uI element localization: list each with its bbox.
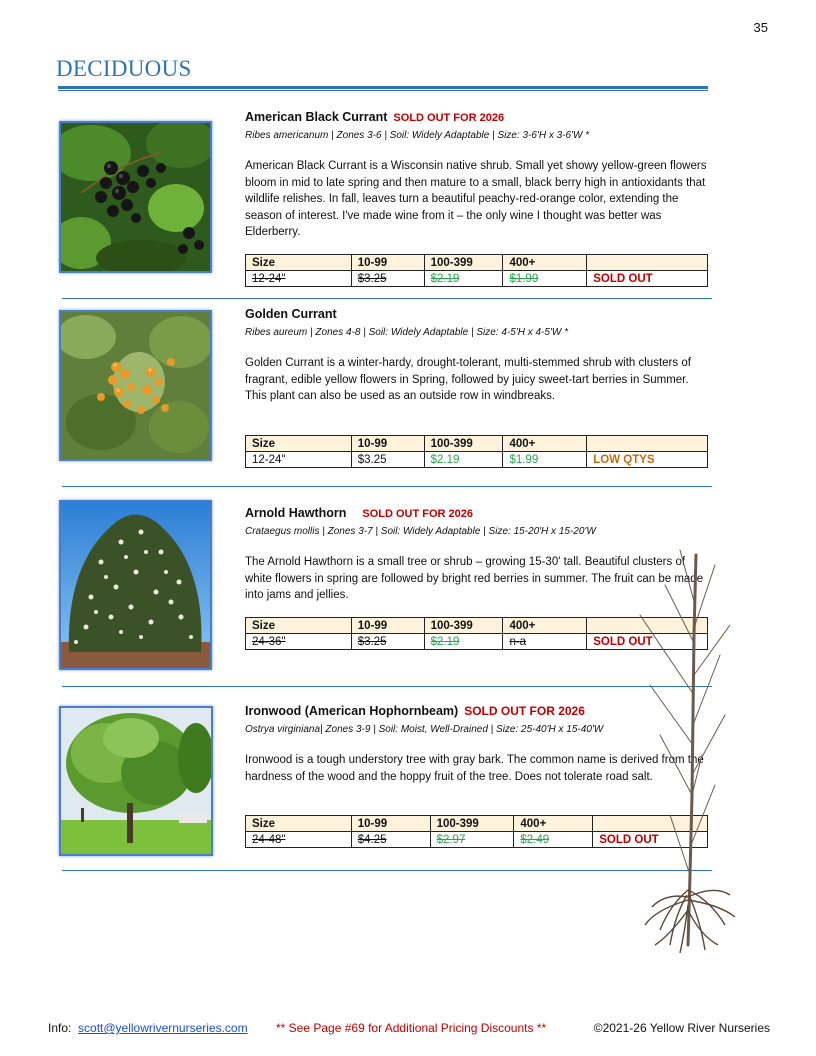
cell-size: 24-48" [246,832,352,848]
product-description: American Black Currant is a Wisconsin native shrub. Small yet showy yellow-green flowers bloom in mid to late spring and then mature to a small, black berry high in antioxidants that wildlife relishes. In fall, leaves turn a beautiful peachy-red-orange color, extending the season of interest. I've made wine from it – the only wine I thought was better was Elderberry. [245,160,707,238]
product-golden-currant [245,306,710,405]
header-400-plus: 400+ [503,436,587,452]
footer-info-label: Info: [48,1021,72,1035]
section-rule-thin [58,90,708,91]
header-size: Size [246,618,352,634]
email-link[interactable]: scott@yellowrivernurseries.com [78,1021,248,1035]
header-10-99: 10-99 [351,816,430,832]
header-status [587,436,708,452]
separator [62,486,712,487]
header-100-399: 100-399 [424,436,503,452]
cell-price-100-399: $2.19 [424,452,503,468]
header-size: Size [246,255,352,271]
cell-size: 24-36" [246,634,352,650]
header-400-plus: 400+ [514,816,593,832]
cell-size: 12-24" [246,271,352,287]
price-table [245,254,708,287]
header-10-99: 10-99 [351,436,424,452]
product-american-black-currant [245,109,710,241]
cell-price-400-plus: n-a [503,634,587,650]
section-rule [58,86,708,89]
product-name: American Black Currant [245,110,388,124]
product-meta: Ribes aureum | Zones 4-8 | Soil: Widely Adaptable | Size: 4-5'H x 4-5'W * [245,326,568,338]
cell-price-100-399: $2.19 [424,271,503,287]
header-10-99: 10-99 [351,255,424,271]
cell-price-100-399: $2.19 [424,634,503,650]
product-name: Golden Currant [245,307,337,321]
ironwood-photo [59,706,213,856]
header-status [587,255,708,271]
product-meta: Crataegus mollis | Zones 3-7 | Soil: Widely Adaptable | Size: 15-20'H x 15-20'W [245,525,596,537]
pricing-discount-note: ** See Page #69 for Additional Pricing Discounts ** [276,1021,547,1035]
cell-price-100-399: $2.97 [430,832,514,848]
separator [62,298,712,299]
section-title: DECIDUOUS [56,56,192,81]
separator [62,686,712,687]
header-400-plus: 400+ [503,255,587,271]
product-name: Arnold Hawthorn [245,506,347,520]
cell-price-400-plus: $1.99 [503,452,587,468]
cell-price-400-plus: $1.99 [503,271,587,287]
product-meta: Ribes americanum | Zones 3-6 | Soil: Widely Adaptable | Size: 3-6'H x 3-6'W * [245,129,590,141]
sold-out-badge: SOLD OUT FOR 2026 [393,112,505,124]
footer-info [48,1021,248,1035]
header-10-99: 10-99 [351,618,424,634]
table-row [246,452,708,468]
product-name: Ironwood (American Hophornbeam) [245,704,459,718]
golden-currant-photo [59,310,212,461]
cell-status: SOLD OUT [587,634,708,650]
page-number: 35 [753,20,768,35]
product-description: The Arnold Hawthorn is a small tree or shrub – growing 15-30' tall. Beautiful clusters of white flowers in spring are followed by bright red berries in summer. The fruit can be made into jams and jellies. [245,556,704,601]
header-100-399: 100-399 [424,618,503,634]
price-table [245,435,708,468]
header-size: Size [246,816,352,832]
cell-size: 12-24" [246,452,352,468]
cell-status: SOLD OUT [593,832,708,848]
header-100-399: 100-399 [424,255,503,271]
product-description: Golden Currant is a winter-hardy, drought-tolerant, multi-stemmed shrub with clusters of fragrant, edible yellow flowers in Spring, followed by juicy sweet-tart berries in Summer. This plant can also be used as an outside row in windbreaks. [245,357,691,402]
cell-status: SOLD OUT [587,271,708,287]
arnold-hawthorn-photo [59,500,212,670]
header-100-399: 100-399 [430,816,514,832]
sold-out-badge: SOLD OUT FOR 2026 [464,704,585,718]
price-table-header [246,436,708,452]
cell-status: LOW QTYS [587,452,708,468]
cell-price-10-99: $3.25 [351,634,424,650]
table-row [246,271,708,287]
cell-price-10-99: $3.25 [351,271,424,287]
black-currant-photo [59,121,212,273]
sold-out-badge: SOLD OUT FOR 2026 [362,508,474,520]
header-size: Size [246,436,352,452]
product-meta: Ostrya virginiana| Zones 3-9 | Soil: Moist, Well-Drained | Size: 25-40'H x 15-40'W [245,723,604,735]
header-400-plus: 400+ [503,618,587,634]
product-description: Ironwood is a tough understory tree with gray bark. The common name is derived from the hardness of the wood and the hoppy fruit of the tree. Does not tolerate road salt. [245,754,704,783]
copyright: ©2021-26 Yellow River Nurseries [593,1021,770,1035]
bare-root-sapling-illustration [630,545,740,955]
price-table-header [246,255,708,271]
separator [62,870,712,871]
cell-price-400-plus: $2.49 [514,832,593,848]
cell-price-10-99: $4.25 [351,832,430,848]
cell-price-10-99: $3.25 [351,452,424,468]
